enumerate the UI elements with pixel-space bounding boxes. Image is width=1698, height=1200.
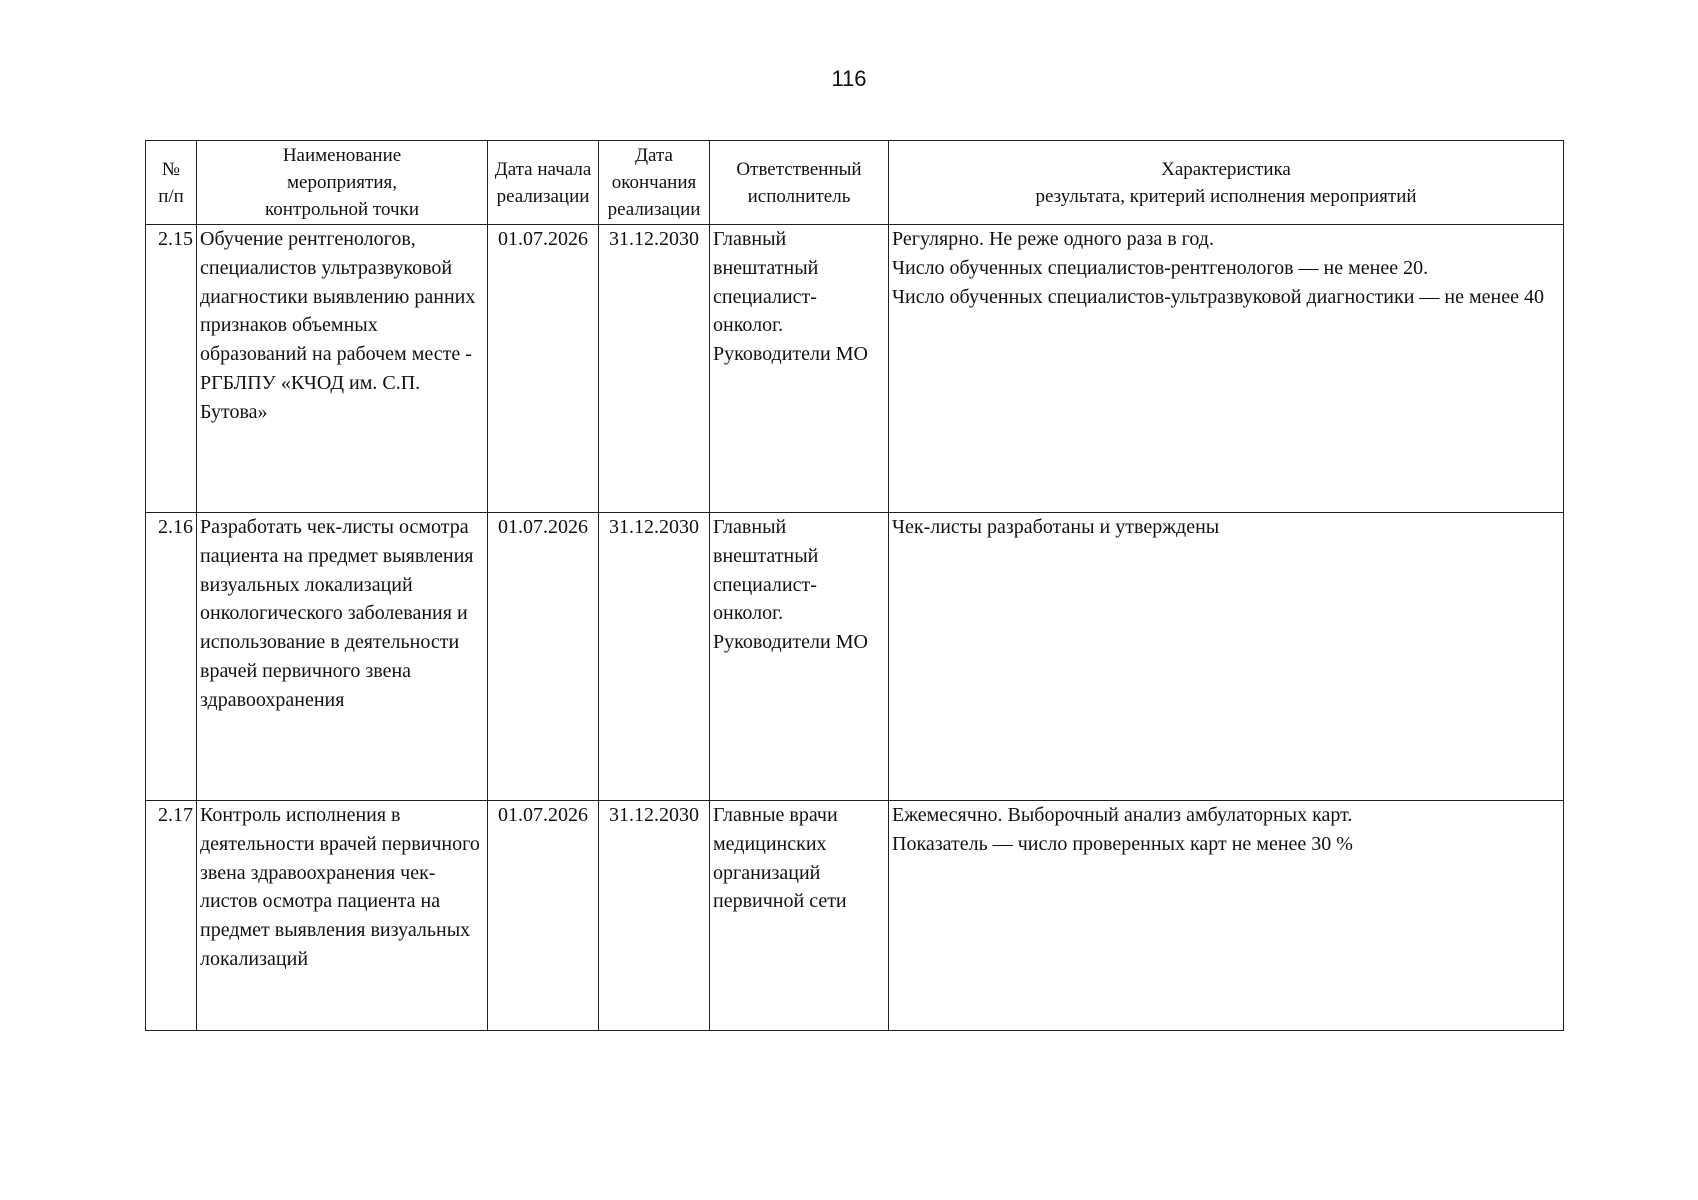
header-end-date: Дата окончания реализации [599, 141, 710, 225]
row-responsible: Главный внештатный специалист-онколог. Руководители МО [710, 225, 889, 513]
header-result: Характеристика результата, критерий исполнения мероприятий [889, 141, 1564, 225]
row-result: Регулярно. Не реже одного раза в год. Число обученных специалистов-рентгенологов — не менее 20. Число обученных специалистов-ультразвуковой диагностики — не менее 40 [889, 225, 1564, 513]
row-responsible: Главный внештатный специалист-онколог. Руководители МО [710, 513, 889, 801]
header-start-date: Дата начала реализации [488, 141, 599, 225]
activities-table [145, 140, 1564, 1031]
row-result: Чек-листы разработаны и утверждены [889, 513, 1564, 801]
header-responsible: Ответственный исполнитель [710, 141, 889, 225]
header-num: № п/п [146, 141, 197, 225]
row-end-date: 31.12.2030 [599, 513, 710, 801]
row-start-date: 01.07.2026 [488, 225, 599, 513]
row-name: Контроль исполнения в деятельности врачей первичного звена здравоохранения чек-листов осмотра пациента на предмет выявления визуальных локализаций [197, 801, 488, 1031]
row-result: Ежемесячно. Выборочный анализ амбулаторных карт. Показатель — число проверенных карт не менее 30 % [889, 801, 1564, 1031]
row-num: 2.16 [146, 513, 197, 801]
row-end-date: 31.12.2030 [599, 801, 710, 1031]
table-row [146, 801, 1564, 1031]
table-row [146, 225, 1564, 513]
table-row [146, 513, 1564, 801]
row-name: Разработать чек-листы осмотра пациента на предмет выявления визуальных локализаций онкологического заболевания и использование в деятельности врачей первичного звена здравоохранения [197, 513, 488, 801]
page-number: 116 [831, 66, 867, 91]
row-responsible: Главные врачи медицинских организаций первичной сети [710, 801, 889, 1031]
table-header-row [146, 141, 1564, 225]
row-end-date: 31.12.2030 [599, 225, 710, 513]
row-num: 2.17 [146, 801, 197, 1031]
header-name: Наименование мероприятия, контрольной точки [197, 141, 488, 225]
row-start-date: 01.07.2026 [488, 801, 599, 1031]
row-num: 2.15 [146, 225, 197, 513]
row-start-date: 01.07.2026 [488, 513, 599, 801]
row-name: Обучение рентгенологов, специалистов ультразвуковой диагностики выявлению ранних признаков объемных образований на рабочем месте - РГБЛПУ «КЧОД им. С.П. Бутова» [197, 225, 488, 513]
